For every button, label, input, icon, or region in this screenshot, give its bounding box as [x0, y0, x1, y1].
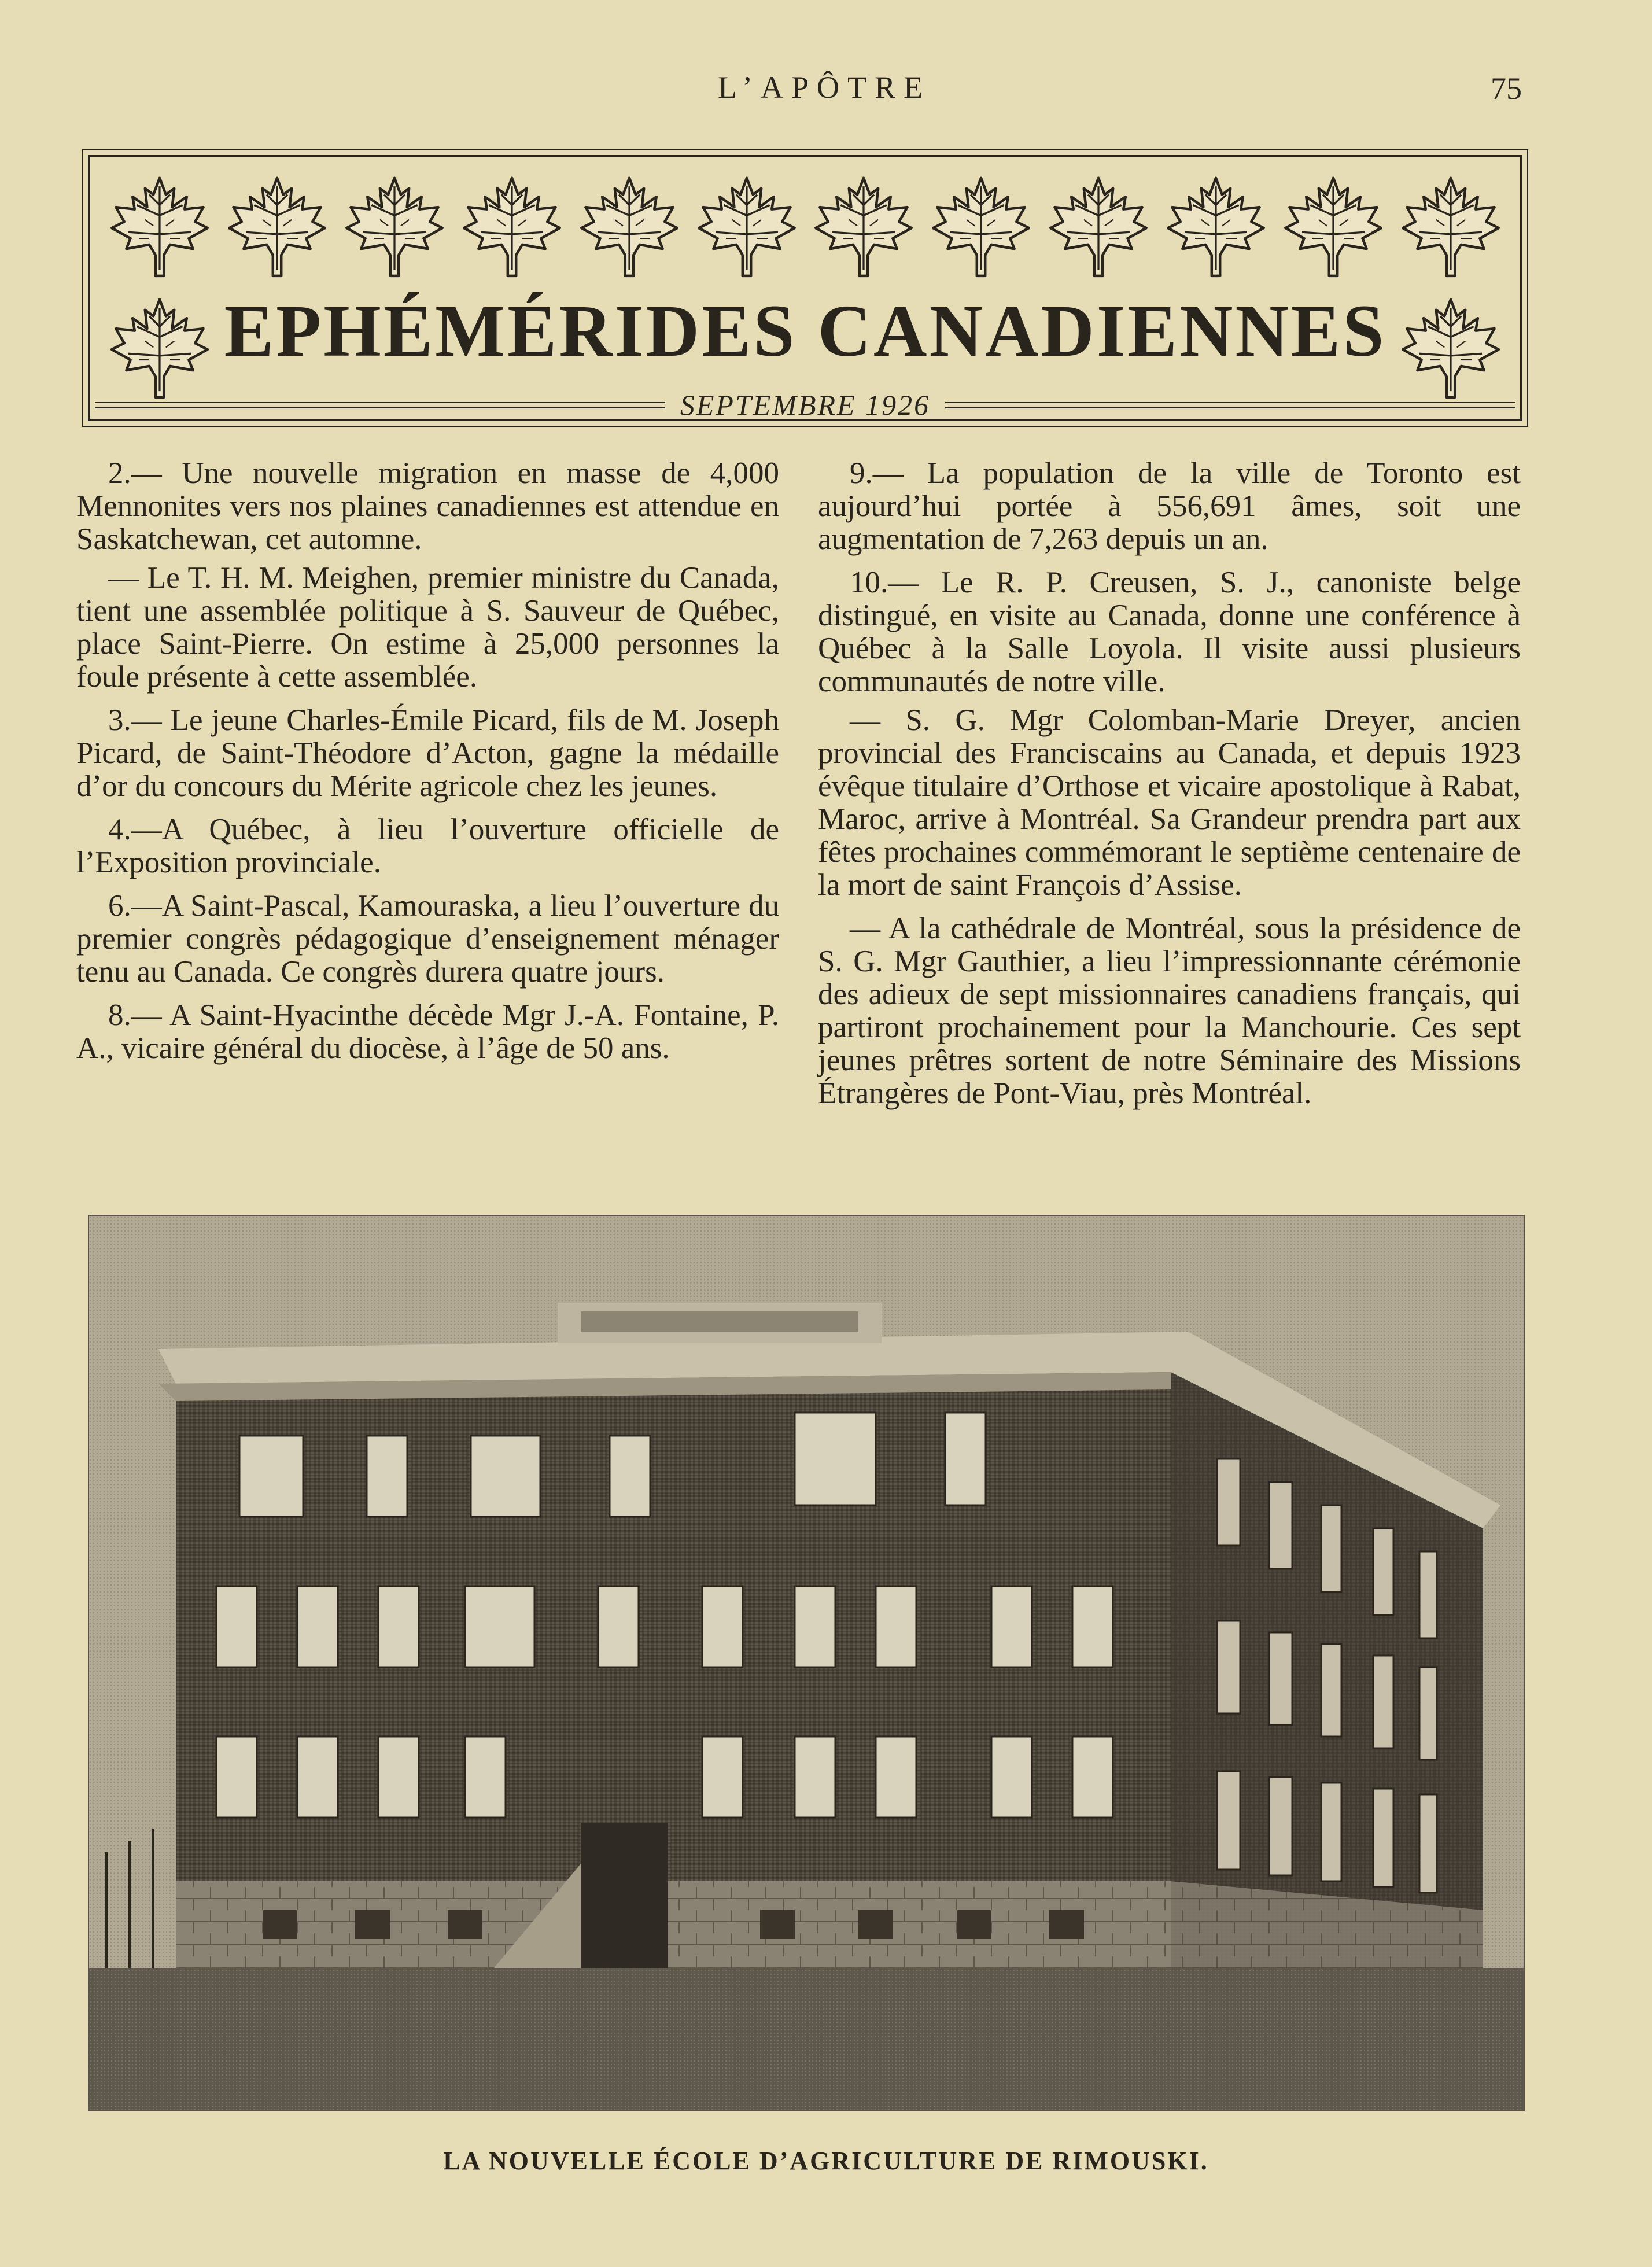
maple-leaf-icon — [1046, 174, 1150, 283]
maple-leaf-icon — [225, 174, 329, 283]
maple-leaf-icon — [460, 174, 564, 283]
maple-leaf-icon — [1281, 174, 1385, 283]
school-photograph — [88, 1215, 1525, 2111]
running-title: L’APÔTRE — [717, 70, 931, 105]
maple-leaf-row — [108, 174, 1503, 283]
maple-leaf-icon — [929, 174, 1033, 283]
maple-leaf-icon — [695, 174, 799, 283]
banner-title: EPHÉMÉRIDES CANADIENNES — [224, 290, 1387, 372]
double-rule-left — [95, 402, 665, 408]
photo-caption: LA NOUVELLE ÉCOLE D’AGRICULTURE DE RIMOUSKI. — [443, 2147, 1209, 2175]
entry-sept-4: 4.—A Québec, à lieu l’ouverture officielle de l’Exposition provinciale. — [76, 813, 779, 879]
banner-subtitle-row — [95, 388, 1515, 422]
ephemerides-banner — [88, 155, 1522, 421]
entry-sept-8: 8.— A Saint-Hyacinthe décède Mgr J.-A. Fontaine, P. A., vicaire général du diocèse, à l’âge de 50 ans. — [76, 998, 779, 1065]
entry-sept-2: 2.— Une nouvelle migration en masse de 4,000 Mennonites vers nos plaines canadiennes est attendue en Saskatchewan, cet automne. — [76, 456, 779, 556]
entry-sept-6: 6.—A Saint-Pascal, Kamouraska, a lieu l’ouverture du premier congrès pédagogique d’enseignement ménager tenu au Canada. Ce congrès durera quatre jours. — [76, 889, 779, 989]
entry-sept-10-dreyer: — S. G. Mgr Colomban-Marie Dreyer, ancien provincial des Franciscains au Canada, et depuis 1923 évêque titulaire d’Orthose et vicaire apostolique à Rabat, Maroc, arrive à Montréal. Sa Grandeur prendra part aux fêtes prochaines commémorant le septième centenaire de la mort de saint François d’Assise. — [818, 703, 1521, 902]
entry-sept-2-meighen: — Le T. H. M. Meighen, premier ministre du Canada, tient une assemblée politique à S. Sauveur de Québec, place Saint-Pierre. On estime à 25,000 personnes la foule présente à cette assemblée. — [76, 561, 779, 694]
entry-sept-10: 10.— Le R. P. Creusen, S. J., canoniste belge distingué, en visite au Canada, donne une conférence à Québec à la Salle Loyola. Il visite aussi plusieurs communautés de notre ville. — [818, 566, 1521, 698]
maple-leaf-icon — [1399, 174, 1503, 283]
right-column — [818, 457, 1521, 1120]
banner-subtitle: SEPTEMBRE 1926 — [680, 389, 931, 421]
maple-leaf-icon — [812, 174, 916, 283]
maple-leaf-icon — [108, 174, 212, 283]
maple-leaf-icon — [342, 174, 447, 283]
maple-leaf-icon — [577, 174, 681, 283]
entry-sept-10-cathedrale: — A la cathédrale de Montréal, sous la présidence de S. G. Mgr Gauthier, a lieu l’impressionnante cérémonie des adieux de sept missionnaires canadiens français, qui partiront prochainement pour la Manchourie. Ces sept jeunes prêtres sortent de notre Séminaire des Missions Étrangères de Pont-Viau, près Montréal. — [818, 912, 1521, 1110]
page-number: 75 — [1491, 71, 1522, 106]
left-column — [76, 457, 779, 1075]
maple-leaf-icon — [1164, 174, 1268, 283]
entry-sept-3: 3.— Le jeune Charles-Émile Picard, fils de M. Joseph Picard, de Saint-Théodore d’Acton, gagne la médaille d’or du concours du Mérite agricole chez les jeunes. — [76, 703, 779, 803]
entry-sept-9: 9.— La population de la ville de Toronto est aujourd’hui portée à 556,691 âmes, soit une augmentation de 7,263 depuis un an. — [818, 456, 1521, 556]
building-illustration — [89, 1216, 1524, 2110]
double-rule-right — [945, 402, 1515, 408]
